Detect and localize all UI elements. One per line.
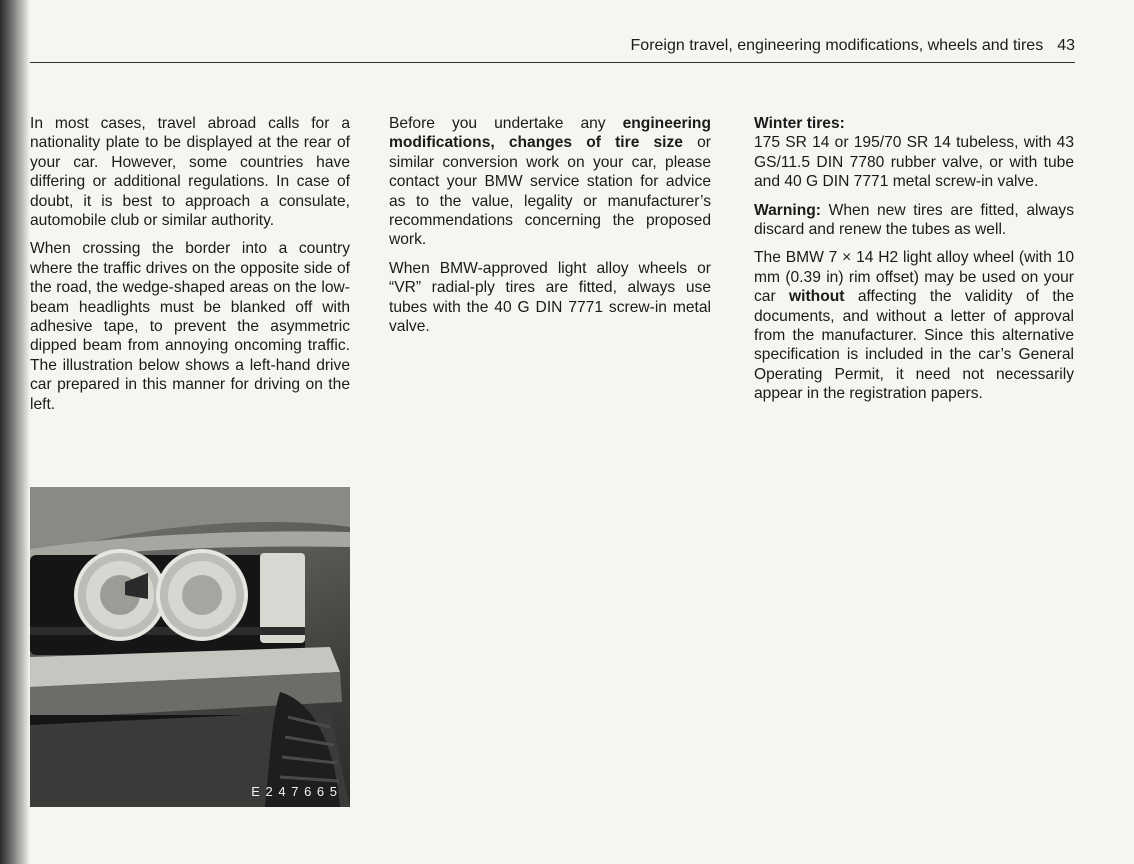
column-2 [389, 114, 711, 345]
col2-para-1-bold: engineering modifications, changes of tire size [389, 115, 711, 152]
col3-para-3-end: affecting the validity of the documents, and without a letter of approval from the manufacturer. Since this alternative specification is included in the car’s General Operating Permit, it need not necessarily appear in the registration papers. [754, 288, 1074, 403]
col2-para-1 [389, 114, 711, 250]
col1-para-2: When crossing the border into a country where the traffic drives on the opposite side of the road, the wedge-shaped areas on the low-beam headlights must be blanked off with adhesive tape, to prevent the asymmetric dipped beam from annoying oncoming traffic. The illustration below shows a left-hand drive car prepared in this manner for driving on the left. [30, 240, 350, 413]
col3-para-1: 175 SR 14 or 195/70 SR 14 tubeless, with 43 GS/11.5 DIN 7780 rubber valve, or with tube and 40 G DIN 7771 metal screw-in valve. [754, 134, 1074, 191]
running-header [560, 37, 1075, 55]
col1-para-1: In most cases, travel abroad calls for a nationality plate to be displayed at the rear of your car. However, some countries have differing or additional regulations. In case of doubt, it is best to approach a consulate, automobile club or similar authority. [30, 115, 350, 230]
col2-para-1-end: or similar conversion work on your car, please contact your BMW service station for advice as to the value, legality or manufacturer’s recommendations concerning the proposed work. [389, 134, 711, 249]
warning-text: When new tires are fitted, always discard and renew the tubes as well. [754, 201, 1074, 239]
column-3 [754, 114, 1074, 413]
column-1 [30, 114, 350, 423]
headlight-photo [30, 487, 350, 807]
header-title: Foreign travel, engineering modifications, wheels and tires [630, 37, 1044, 54]
figure-code: E 2 4 7 6 6 5 [251, 784, 338, 799]
col2-para-1-start: Before you undertake any [389, 115, 623, 132]
header-rule [30, 62, 1075, 63]
page-number: 43 [1057, 37, 1075, 54]
col3-para-3-start: The BMW 7 × 14 H2 light alloy wheel (with 10 mm (0.39 in) rim offset) may be used on your car [754, 249, 1074, 306]
col3-para-3-bold: without [789, 288, 845, 306]
warning-label: Warning: [754, 201, 821, 219]
col2-para-2: When BMW-approved light alloy wheels or “VR” radial-ply tires are fitted, always use tubes with the 40 G DIN 7771 screw-in metal valve. [389, 259, 711, 336]
winter-tires-heading: Winter tires: [754, 115, 845, 132]
col3-warning [754, 201, 1074, 240]
col3-para-3 [754, 248, 1074, 403]
headlight-illustration [30, 487, 350, 807]
book-spine-shadow [0, 0, 30, 864]
